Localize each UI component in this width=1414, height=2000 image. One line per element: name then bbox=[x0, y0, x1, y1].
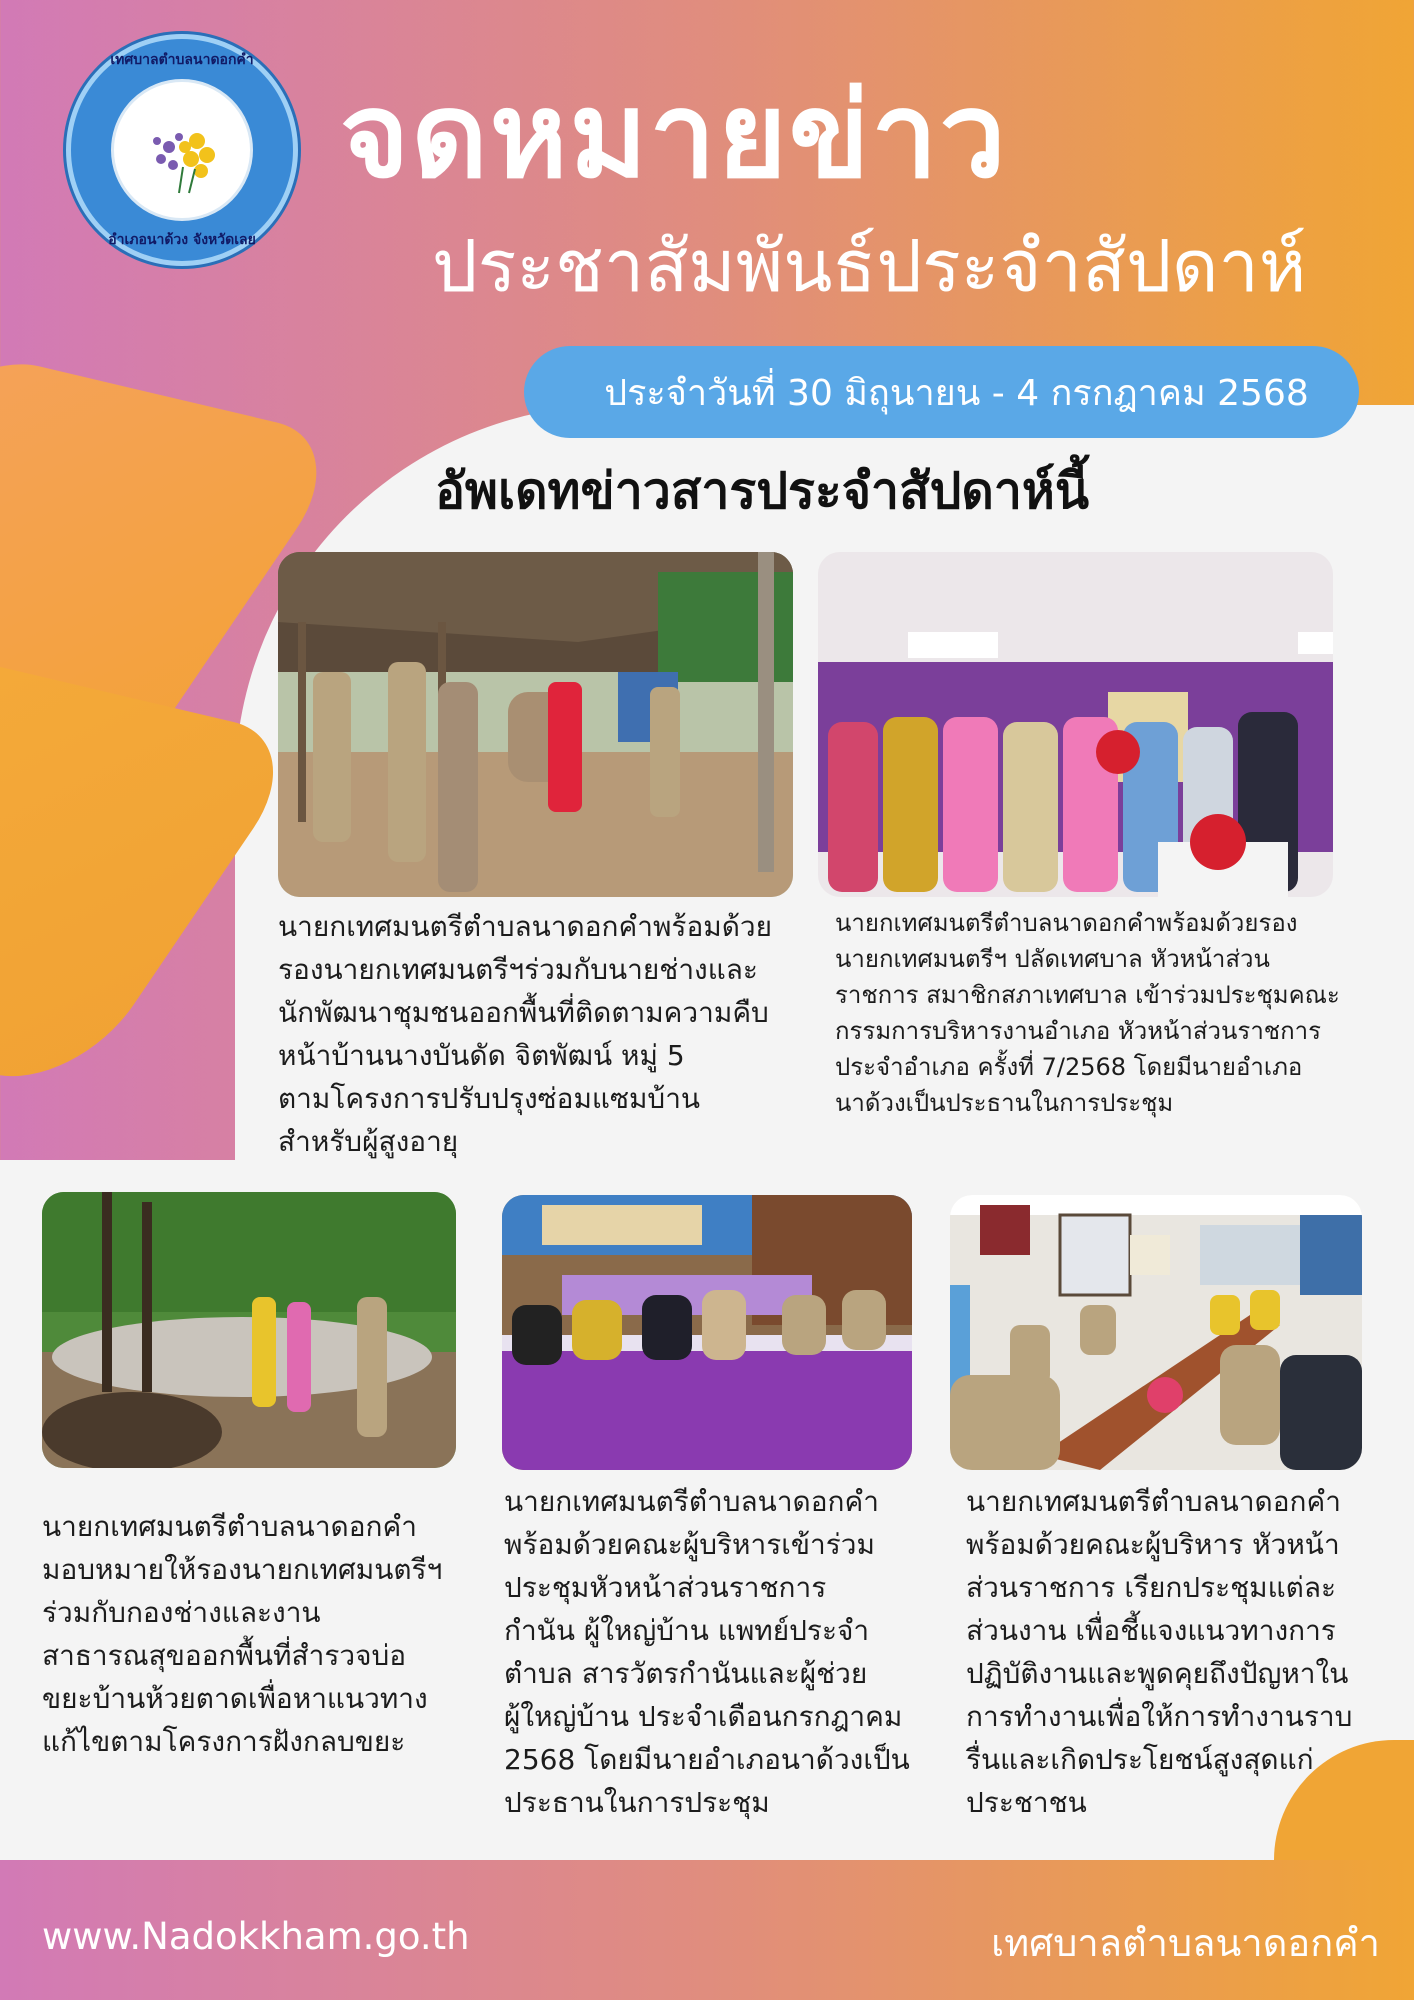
caption-line: สาธารณสุขออกพื้นที่สำรวจบ่อ bbox=[42, 1639, 407, 1672]
municipality-logo bbox=[66, 34, 298, 266]
caption-line: นายกเทศมนตรีตำบลนาดอกคำ bbox=[42, 1510, 417, 1543]
caption-line: นายกเทศมนตรีตำบลนาดอกคำ bbox=[504, 1485, 879, 1518]
news-caption-2 bbox=[835, 905, 1355, 1121]
newsletter-title: จดหมายข่าว bbox=[340, 66, 1008, 204]
caption-line: นาด้วงเป็นประธานในการประชุม bbox=[835, 1089, 1174, 1117]
caption-line: ประธานในการประชุม bbox=[504, 1786, 770, 1819]
logo-ring-top-text: เทศบาลตำบลนาดอกคำ bbox=[110, 52, 254, 68]
news-photo-group-flowers bbox=[818, 552, 1333, 897]
caption-line: ส่วนงาน เพื่อชี้แจงแนวทางการ bbox=[966, 1614, 1336, 1647]
caption-line: ประจำอำเภอ ครั้งที่ 7/2568 โดยมีนายอำเภอ bbox=[835, 1053, 1303, 1081]
caption-line: หน้าบ้านนางบันดัด จิตพัฒน์ หมู่ 5 bbox=[278, 1039, 685, 1072]
date-range-badge bbox=[524, 346, 1359, 438]
caption-line: พร้อมด้วยคณะผู้บริหาร หัวหน้า bbox=[966, 1528, 1340, 1561]
caption-line: ขยะบ้านห้วยตาดเพื่อหาแนวทาง bbox=[42, 1682, 428, 1715]
news-photo-meeting-purple bbox=[502, 1195, 912, 1470]
news-caption-3 bbox=[42, 1505, 482, 1763]
caption-line: ร่วมกับกองช่างและงาน bbox=[42, 1596, 321, 1629]
caption-line: นายกเทศมนตรีฯ ปลัดเทศบาล หัวหน้าส่วน bbox=[835, 945, 1270, 973]
news-caption-5 bbox=[966, 1480, 1386, 1824]
caption-line: พร้อมด้วยคณะผู้บริหารเข้าร่วม bbox=[504, 1528, 875, 1561]
caption-line: กรรมการบริหารงานอำเภอ หัวหน้าส่วนราชการ bbox=[835, 1017, 1321, 1045]
caption-line: ราชการ สมาชิกสภาเทศบาล เข้าร่วมประชุมคณะ bbox=[835, 981, 1340, 1009]
newsletter-subtitle: ประชาสัมพันธ์ประจำสัปดาห์ bbox=[432, 224, 1307, 308]
caption-line: ผู้ใหญ่บ้าน ประจำเดือนกรกฎาคม bbox=[504, 1700, 903, 1733]
flower-icon bbox=[139, 107, 231, 199]
caption-line: รองนายกเทศมนตรีฯร่วมกับนายช่างและ bbox=[278, 953, 758, 986]
caption-line: ประชุมหัวหน้าส่วนราชการ bbox=[504, 1571, 827, 1604]
caption-line: การทำงานเพื่อให้การทำงานราบ bbox=[966, 1700, 1353, 1733]
caption-line: นักพัฒนาชุมชนออกพื้นที่ติดตามความคืบ bbox=[278, 996, 769, 1029]
logo-ring-bottom-text: อำเภอนาด้วง จังหวัดเลย bbox=[108, 232, 256, 248]
caption-line: แก้ไขตามโครงการฝังกลบขยะ bbox=[42, 1725, 406, 1758]
caption-line: นายกเทศมนตรีตำบลนาดอกคำพร้อมด้วย bbox=[278, 910, 773, 943]
caption-line: นายกเทศมนตรีตำบลนาดอกคำพร้อมด้วยรอง bbox=[835, 909, 1298, 937]
caption-line: มอบหมายให้รองนายกเทศมนตรีฯ bbox=[42, 1553, 443, 1586]
caption-line: กำนัน ผู้ใหญ่บ้าน แพทย์ประจำ bbox=[504, 1614, 870, 1647]
caption-line: นายกเทศมนตรีตำบลนาดอกคำ bbox=[966, 1485, 1341, 1518]
date-range-text: ประจำวันที่ 30 มิถุนายน - 4 กรกฎาคม 2568 bbox=[604, 372, 1309, 414]
caption-line: สำหรับผู้สูงอายุ bbox=[278, 1125, 459, 1158]
news-photo-site-inspection bbox=[278, 552, 793, 897]
caption-line: ปฏิบัติงานและพูดคุยถึงปัญหาใน bbox=[966, 1657, 1349, 1690]
caption-line: 2568 โดยมีนายอำเภอนาด้วงเป็น bbox=[504, 1743, 910, 1776]
caption-line: ตำบล สารวัตรกำนันและผู้ช่วย bbox=[504, 1657, 868, 1690]
caption-line: ส่วนราชการ เรียกประชุมแต่ละ bbox=[966, 1571, 1337, 1604]
caption-line: รื่นและเกิดประโยชน์สูงสุดแก่ bbox=[966, 1743, 1314, 1776]
news-caption-4 bbox=[504, 1480, 944, 1824]
news-photo-meeting-room bbox=[950, 1195, 1362, 1470]
news-caption-1 bbox=[278, 905, 798, 1163]
website-link[interactable]: www.Nadokkham.go.th bbox=[42, 1915, 470, 1958]
caption-line: ตามโครงการปรับปรุงซ่อมแซมบ้าน bbox=[278, 1082, 701, 1115]
footer-organization: เทศบาลตำบลนาดอกคำ bbox=[991, 1921, 1380, 1965]
section-heading: อัพเดทข่าวสารประจำสัปดาห์นี้ bbox=[435, 462, 1090, 520]
caption-line: ประชาชน bbox=[966, 1786, 1087, 1819]
logo-emblem bbox=[111, 79, 253, 221]
news-photo-waste-site bbox=[42, 1192, 456, 1468]
